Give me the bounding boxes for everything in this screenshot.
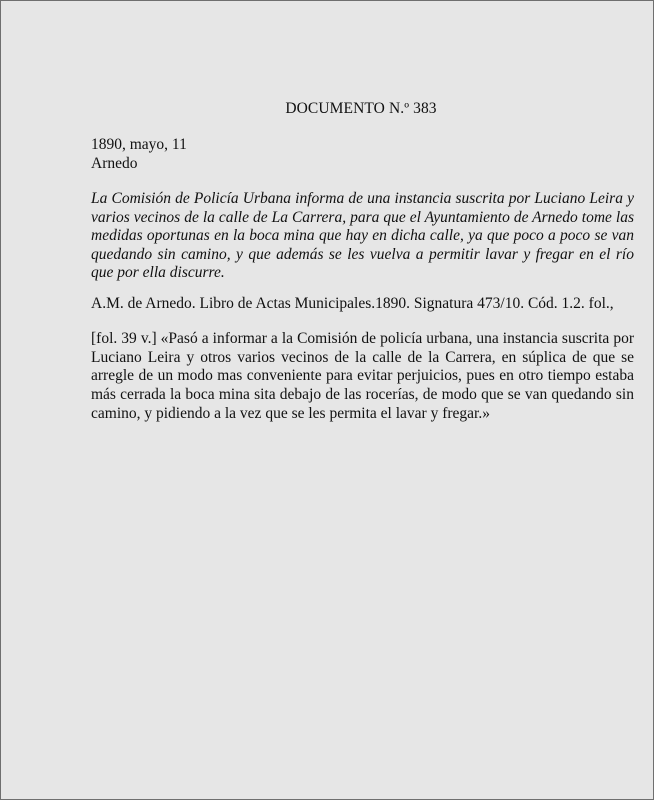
document-place: Arnedo	[91, 155, 138, 172]
document-header	[91, 135, 187, 173]
document-date: 1890, mayo, 11	[91, 136, 187, 153]
document-source: A.M. de Arnedo. Libro de Actas Municipales.1890. Signatura 473/10. Cód. 1.2. fol.,	[91, 295, 614, 312]
document-summary: La Comisión de Policía Urbana informa de una instancia suscrita por Luciano Leira y varios vecinos de la calle de La Carrera, para que el Ayuntamiento de Arnedo tome las medidas oportunas en la boca mina que hay en dicha calle, ya que poco a poco se van quedando sin camino, y que además se les vuelva a permitir lavar y fregar en el río que por ella discurre.	[91, 190, 634, 282]
document-title: DOCUMENTO N.º 383	[285, 100, 437, 117]
document-transcription: [fol. 39 v.] «Pasó a informar a la Comisión de policía urbana, una instancia suscrita por Luciano Leira y otros varios vecinos de la calle de la Carrera, en súplica de que se arregle de un modo mas conveniente para evitar perjuicios, pues en otro tiempo estaba más cerrada la boca mina sita debajo de las rocerías, de modo que se van quedando sin camino, y pidiendo a la vez que se les permita el lavar y fregar.»	[91, 330, 634, 422]
